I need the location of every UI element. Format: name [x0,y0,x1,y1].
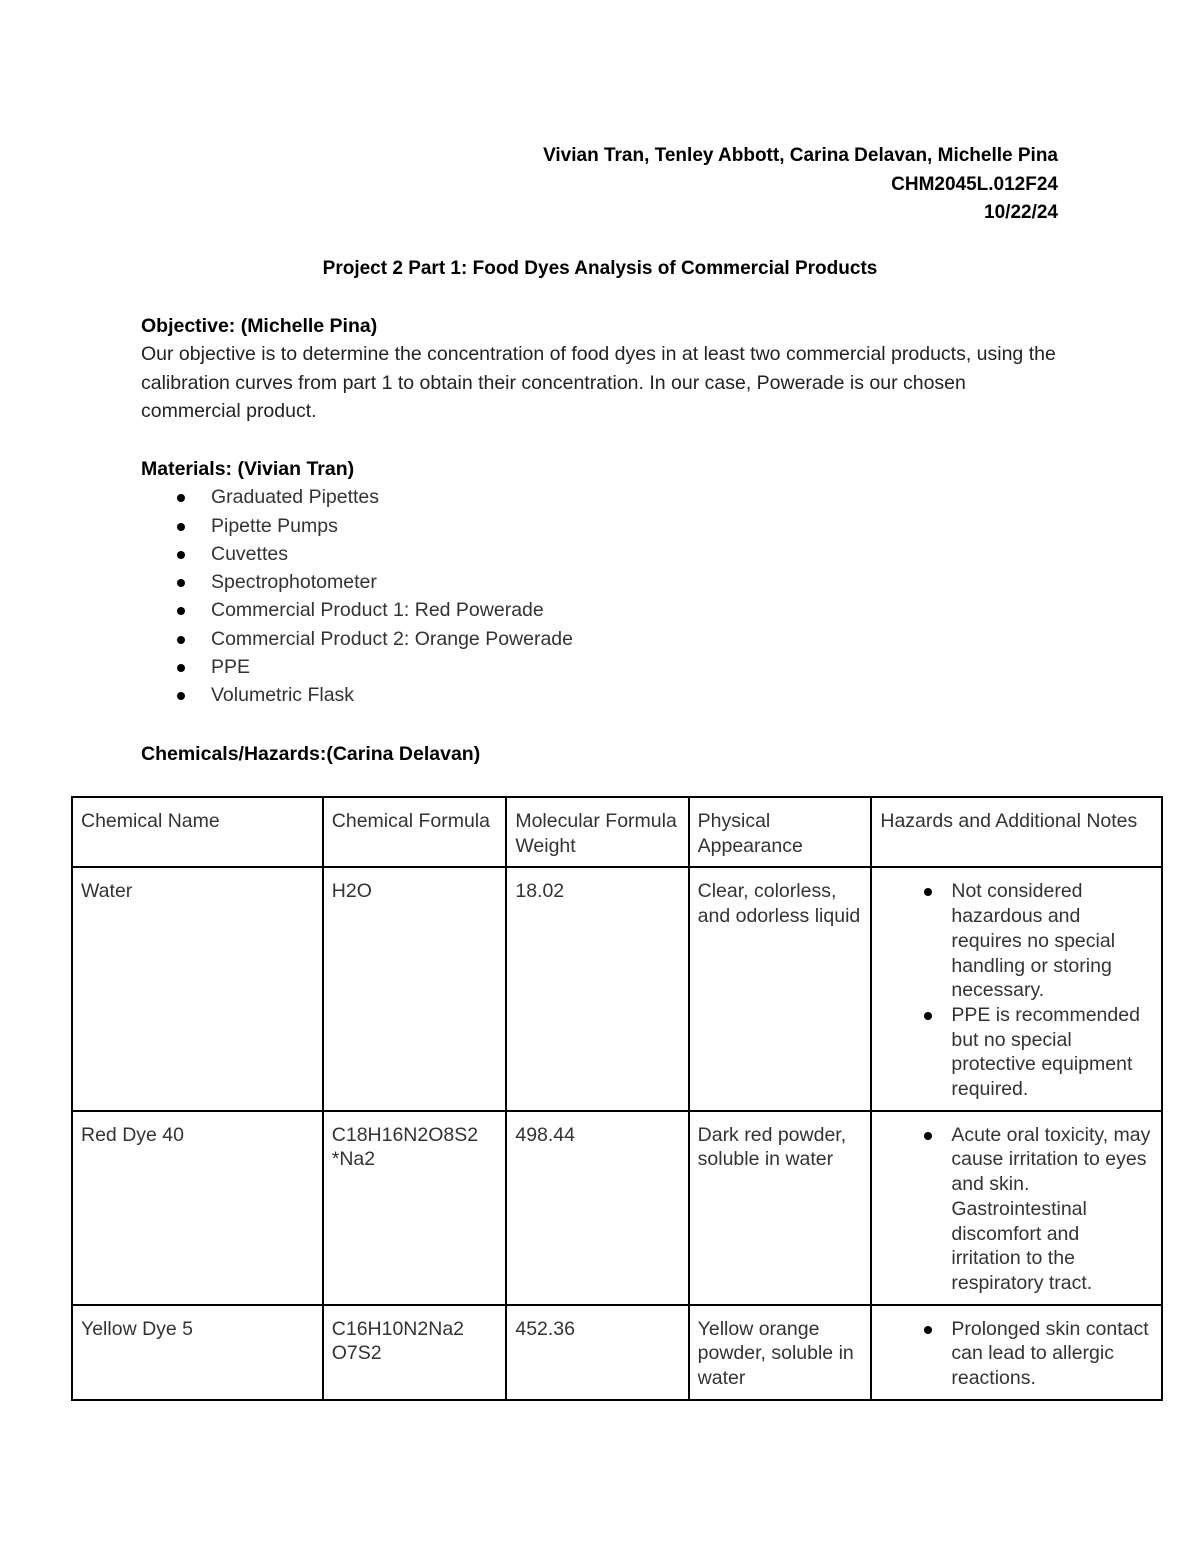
bullet-icon [177,607,185,615]
list-item [141,483,1061,511]
column-header: Hazards and Additional Notes [871,797,1162,867]
material-label: Commercial Product 2: Orange Powerade [211,627,573,650]
hazard-text: Not considered hazardous and requires no special handling or storing necessary. [951,880,1116,1002]
chemicals-section [141,740,1061,768]
list-item [141,540,1061,568]
list-item [880,1317,1153,1391]
material-label: Commercial Product 1: Red Powerade [211,599,544,622]
chemical-formula-cell: C18H16N2O8S2 *Na2 [323,1111,507,1305]
bullet-icon [177,494,185,502]
hazard-text: PPE is recommended but no special protective equipment required. [951,1003,1140,1101]
column-header: Chemical Name [72,797,323,867]
material-label: Cuvettes [211,542,288,565]
material-label: Spectrophotometer [211,571,377,594]
document-title: Project 2 Part 1: Food Dyes Analysis of Commercial Products [322,258,878,279]
chemical-formula-cell: H2O [323,867,507,1110]
materials-section [141,455,1061,710]
course-code: CHM2045L.012F24 [891,173,1058,195]
hazards-cell [871,1111,1162,1305]
column-header: Molecular Formula Weight [506,797,688,867]
header-block [543,142,1058,228]
chemical-name-cell: Yellow Dye 5 [72,1305,323,1400]
list-item [880,1003,1153,1102]
chemical-name-cell: Red Dye 40 [72,1111,323,1305]
list-item [141,681,1061,709]
chemicals-heading: Chemicals/Hazards:(Carina Delavan) [141,743,481,765]
hazards-list [880,1317,1153,1391]
table-row [72,1111,1162,1305]
chemicals-table [71,796,1163,1401]
list-item [880,879,1153,1003]
bullet-icon [177,523,185,531]
list-item [141,653,1061,681]
materials-list [141,483,1061,709]
bullet-icon [177,551,185,559]
hazards-list [880,879,1153,1101]
bullet-icon [177,692,185,700]
hazards-cell [871,1305,1162,1400]
table-header-row [72,797,1162,867]
table-row [72,867,1162,1110]
bullet-icon [177,579,185,587]
bullet-icon [924,1132,932,1140]
objective-heading: Objective: (Michelle Pina) [141,315,378,337]
table-row [72,1305,1162,1400]
molecular-weight-cell: 452.36 [506,1305,688,1400]
materials-heading: Materials: (Vivian Tran) [141,458,355,480]
column-header: Physical Appearance [689,797,872,867]
bullet-icon [177,636,185,644]
bullet-icon [177,664,185,672]
material-label: Volumetric Flask [211,684,355,707]
chemical-name-cell: Water [72,867,323,1110]
hazard-text: Prolonged skin contact can lead to allergic reactions. [951,1317,1149,1390]
list-item [880,1123,1153,1296]
list-item [141,512,1061,540]
material-label: Pipette Pumps [211,514,338,537]
hazard-text: Acute oral toxicity, may cause irritation to eyes and skin. Gastrointestinal discomfort and irritation to the respiratory tract. [951,1123,1151,1294]
bullet-icon [924,1012,932,1020]
molecular-weight-cell: 498.44 [506,1111,688,1305]
bullet-icon [924,1326,932,1334]
objective-section [141,312,1061,425]
bullet-icon [924,888,932,896]
column-header: Chemical Formula [323,797,507,867]
document-date: 10/22/24 [984,202,1058,223]
author-names: Vivian Tran, Tenley Abbott, Carina Delavan, Michelle Pina [543,145,1058,166]
appearance-cell: Yellow orange powder, soluble in water [689,1305,872,1400]
appearance-cell: Clear, colorless, and odorless liquid [689,867,872,1110]
molecular-weight-cell: 18.02 [506,867,688,1110]
material-label: PPE [211,656,251,679]
material-label: Graduated Pipettes [211,486,380,509]
list-item [141,568,1061,596]
list-item [141,596,1061,624]
hazards-cell [871,867,1162,1110]
hazards-list [880,1123,1153,1296]
chemical-formula-cell: C16H10N2Na2 O7S2 [323,1305,507,1400]
objective-text: Our objective is to determine the concentration of food dyes in at least two commercial products, using the calibration curves from part 1 to obtain their concentration. In our case, Powerade is our chosen commercial product. [141,343,1056,422]
appearance-cell: Dark red powder, soluble in water [689,1111,872,1305]
list-item [141,625,1061,653]
